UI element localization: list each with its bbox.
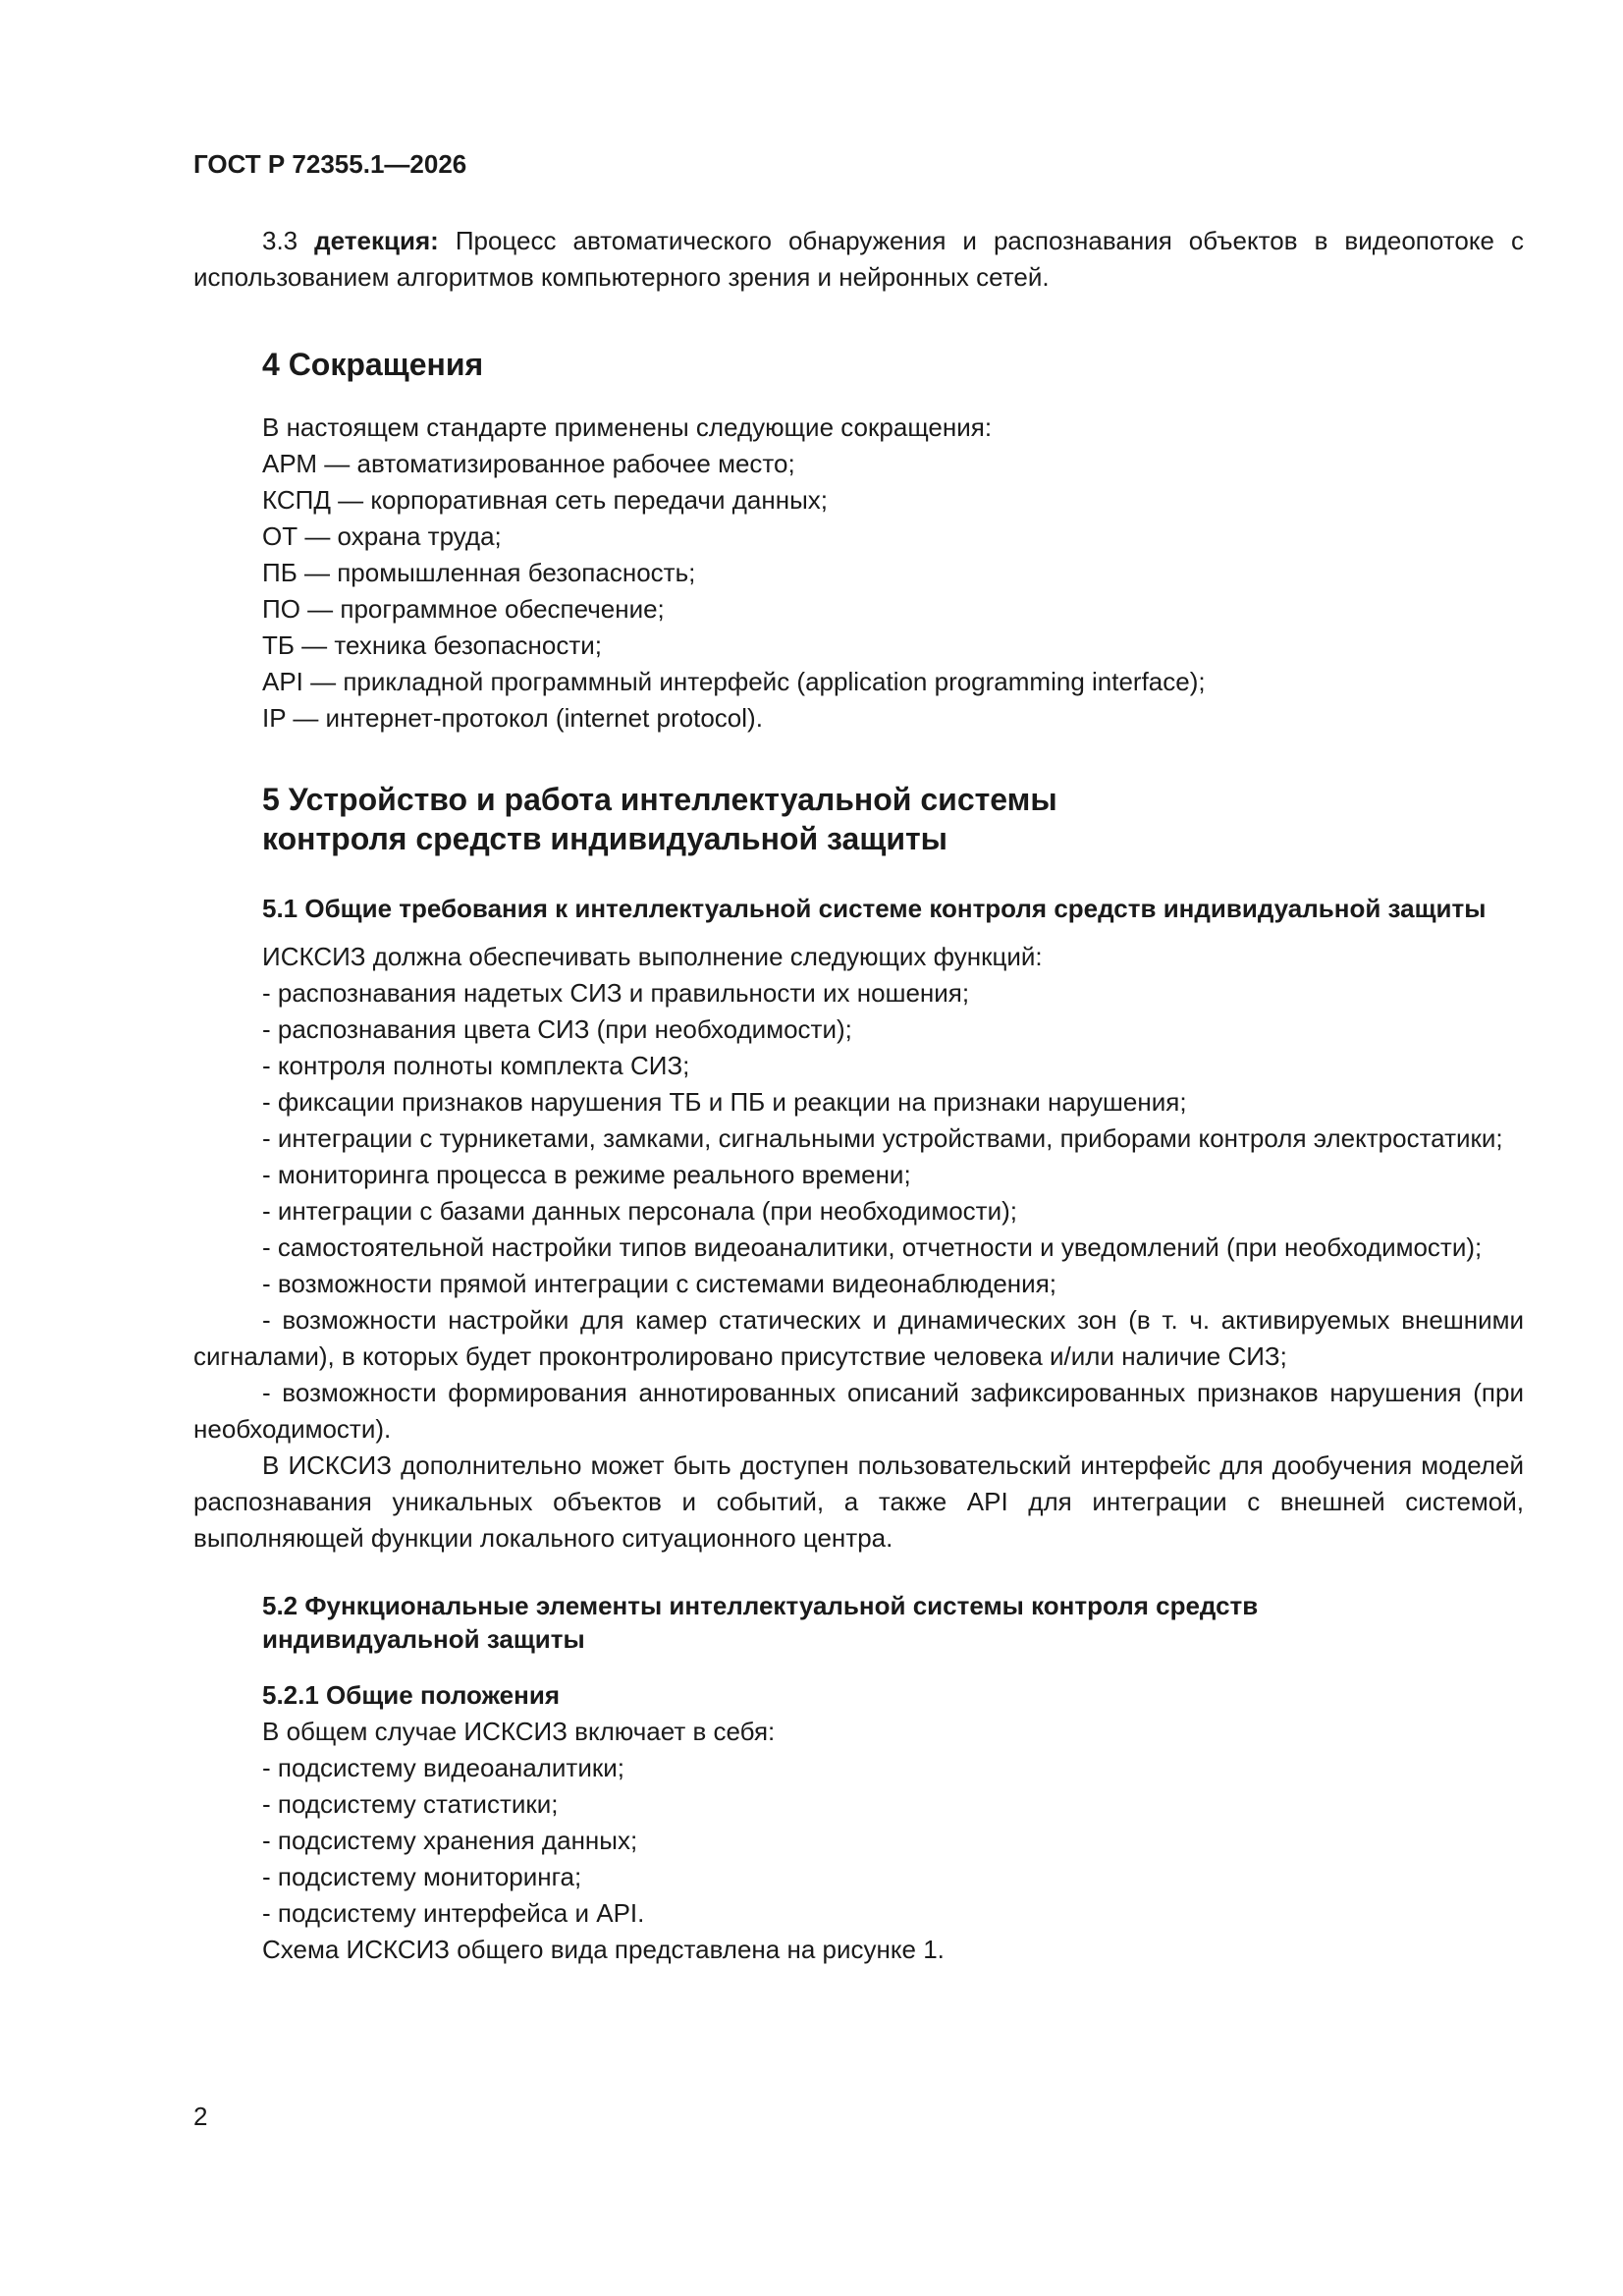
section-5-2-title — [193, 1589, 1524, 1656]
function-item: - возможности формирования аннотированных описаний зафиксированных признаков нарушения (при необходимости). — [193, 1378, 1524, 1444]
function-item: - возможности настройки для камер статических и динамических зон (в т. ч. активируемых внешними сигналами), в которых будет проконтролировано присутствие человека и/или наличие СИЗ; — [193, 1305, 1524, 1371]
function-item: - самостоятельной настройки типов видеоаналитики, отчетности и уведомлений (при необходимости); — [262, 1232, 1483, 1262]
section-5-1-title: 5.1 Общие требования к интеллектуальной системе контроля средств индивидуальной защиты — [262, 894, 1487, 923]
definition-number: 3.3 — [262, 226, 298, 255]
section-5-2-1-intro: В общем случае ИСКСИЗ включает в себя: — [262, 1717, 776, 1746]
function-item: - распознавания надетых СИЗ и правильности их ношения; — [262, 978, 970, 1008]
document-body — [193, 223, 1524, 1968]
abbreviation-item: ОТ — охрана труда; — [262, 521, 502, 551]
abbreviation-item: ТБ — техника безопасности; — [262, 630, 602, 660]
subsystem-item: - подсистему видеоаналитики; — [262, 1753, 624, 1782]
function-item: - мониторинга процесса в режиме реального времени; — [262, 1160, 911, 1189]
abbreviation-item: ПБ — промышленная безопасность; — [262, 558, 696, 587]
abbreviation-item: ПО — программное обеспечение; — [262, 594, 665, 624]
abbreviation-item: КСПД — корпоративная сеть передачи данных; — [262, 485, 828, 515]
section-5-1-intro: ИСКСИЗ должна обеспечивать выполнение следующих функций: — [262, 942, 1043, 971]
abbreviation-item: IP — интернет-протокол (internet protocol). — [262, 703, 763, 733]
section-5-title — [193, 780, 1524, 858]
function-item: - интеграции с турникетами, замками, сигнальными устройствами, приборами контроля электростатики; — [262, 1123, 1503, 1153]
subsystem-item: - подсистему статистики; — [262, 1789, 559, 1819]
definition-text: Процесс автоматического обнаружения и распознавания объектов в видеопотоке с использованием алгоритмов компьютерного зрения и нейронных сетей. — [193, 226, 1524, 292]
function-item: - возможности прямой интеграции с системами видеонаблюдения; — [262, 1269, 1056, 1298]
section-5-1-closing: В ИСКСИЗ дополнительно может быть доступен пользовательский интерфейс для дообучения моделей распознавания уникальных объектов и событий, а также API для интеграции с внешней системой, выполняющей функции локального ситуационного центра. — [193, 1450, 1524, 1553]
document-header: ГОСТ Р 72355.1—2026 — [193, 149, 467, 179]
function-item: - интеграции с базами данных персонала (при необходимости); — [262, 1196, 1017, 1226]
abbreviation-item: АРМ — автоматизированное рабочее место; — [262, 449, 795, 478]
function-item: - фиксации признаков нарушения ТБ и ПБ и реакции на признаки нарушения; — [262, 1087, 1187, 1117]
definition-term: детекция: — [314, 226, 439, 255]
subsystem-item: - подсистему хранения данных; — [262, 1826, 638, 1855]
definition-3-3 — [193, 223, 1524, 296]
page-number: 2 — [193, 2102, 208, 2131]
subsystem-item: - подсистему интерфейса и API. — [262, 1898, 645, 1928]
section-5-title-line2: контроля средств индивидуальной защиты — [262, 821, 947, 856]
section-4-title: 4 Сокращения — [262, 347, 484, 382]
section-5-2-title-line2: индивидуальной защиты — [262, 1624, 585, 1654]
section-5-title-line1: 5 Устройство и работа интеллектуальной системы — [262, 782, 1057, 817]
section-5-2-1-closing: Схема ИСКСИЗ общего вида представлена на рисунке 1. — [262, 1935, 945, 1964]
section-4-intro: В настоящем стандарте применены следующие сокращения: — [262, 412, 993, 442]
section-5-2-1-title: 5.2.1 Общие положения — [262, 1680, 560, 1710]
function-item: - распознавания цвета СИЗ (при необходимости); — [262, 1014, 852, 1044]
abbreviation-item: API — прикладной программный интерфейс (application programming interface); — [262, 667, 1206, 696]
subsystem-item: - подсистему мониторинга; — [262, 1862, 582, 1891]
section-5-2-title-line1: 5.2 Функциональные элементы интеллектуальной системы контроля средств — [262, 1591, 1259, 1620]
function-item: - контроля полноты комплекта СИЗ; — [262, 1051, 690, 1080]
